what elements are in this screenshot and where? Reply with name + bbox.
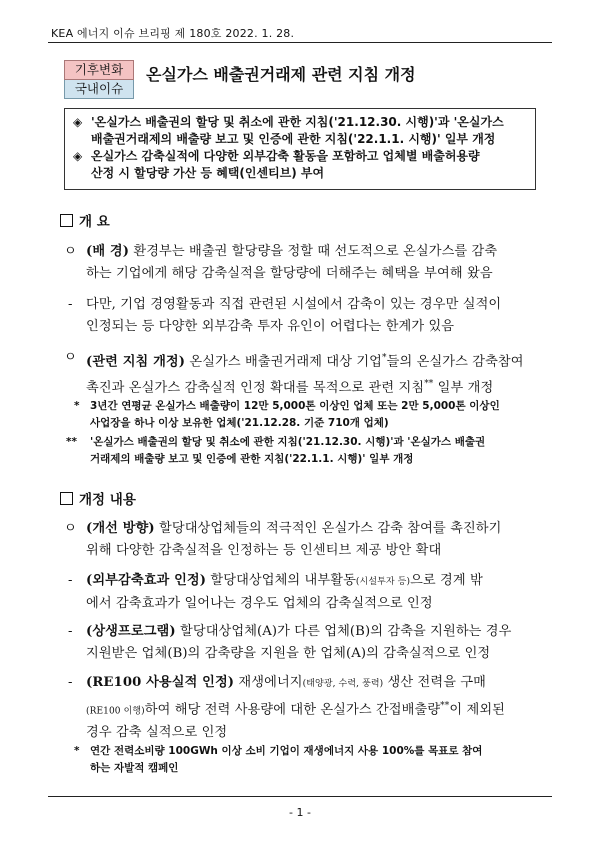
changes-win-win-program: - (상생프로그램) 할당대상업체(A)가 다른 업체(B)의 감축을 지원하는 경우 지원받은 업체(B)의 감축량을 지원을 한 업체(A)의 감축실적으로 인정 <box>68 621 576 665</box>
para-label: (외부감축효과 인정) <box>86 573 207 588</box>
para-label: (관련 지침 개정) <box>86 354 186 370</box>
changes-re100: - (RE100 사용실적 인정) 재생에너지(태양광, 수력, 풍력) 생산 전력을 구매 (RE100 이행)하여 해당 전력 사용량에 대한 온실가스 간접배출량**이 제외된 경우 감축 실적으로 인정 <box>68 672 576 744</box>
summary-line: '온실가스 배출권의 할당 및 취소에 관한 지침('21.12.30. 시행)'과 '온실가스 <box>91 115 504 129</box>
page-title: 온실가스 배출권거래제 관련 지침 개정 <box>146 65 416 84</box>
overview-background: ㅇ (배 경) 환경부는 배출권 할당량을 정할 때 선도적으로 온실가스를 감축 하는 기업에게 해당 감축실적을 할당량에 더해주는 혜택을 부여해 왔음 <box>64 241 576 285</box>
dash-bullet: - <box>68 624 73 639</box>
summary-line: 산정 시 할당량 가산 등 혜택(인센티브) 부여 <box>91 166 325 180</box>
section-heading-overview: 개 요 <box>60 210 110 230</box>
footer-divider <box>48 796 552 797</box>
diamond-bullet-icon: ◈ <box>73 115 83 129</box>
para-label: (배 경) <box>86 244 130 259</box>
dash-bullet: - <box>68 675 73 690</box>
circle-bullet-icon: ㅇ <box>64 521 77 536</box>
overview-revision: ㅇ (관련 지침 개정) 온실가스 배출권거래제 대상 기업*들의 온실가스 감축참여 촉진과 온실가스 감축실적 인정 확대를 목적으로 관련 지침** 일부 개정 <box>64 347 576 400</box>
circle-bullet-icon: ㅇ <box>64 244 77 259</box>
summary-item <box>73 148 527 182</box>
para-label: (개선 방향) <box>86 521 155 536</box>
footnote-guidelines: ** '온실가스 배출권의 할당 및 취소에 관한 지침('21.12.30. 시행)'과 '온실가스 배출권 거래제의 배출량 보고 및 인증에 관한 지침('22.1.1. 시행)' 일부 개정 <box>66 436 486 465</box>
summary-line: 온실가스 감축실적에 다양한 외부감축 활동을 포함하고 업체별 배출허용량 <box>91 149 480 163</box>
footnote-re100: * 연간 전력소비량 100GWh 이상 소비 기업이 재생에너지 사용 100%를 목표로 참여 하는 자발적 캠페인 <box>74 745 483 774</box>
circle-bullet-icon: ㅇ <box>64 350 77 365</box>
header-divider <box>48 42 552 43</box>
para-label: (상생프로그램) <box>86 624 176 639</box>
checkbox-square-icon <box>60 492 73 505</box>
summary-line: 배출권거래제의 배출량 보고 및 인증에 관한 지침('22.1.1. 시행)' 일부 개정 <box>91 132 496 146</box>
page-number: - 1 - <box>289 806 311 819</box>
dash-bullet: - <box>68 297 73 312</box>
overview-limitation: - 다만, 기업 경영활동과 직접 관련된 시설에서 감축이 있는 경우만 실적이 인정되는 등 다양한 외부감축 투자 유인이 어렵다는 한계가 있음 <box>68 294 576 338</box>
section-heading-changes: 개정 내용 <box>60 488 136 508</box>
footnote-target-companies: * 3년간 연평균 온실가스 배출량이 12만 5,000톤 이상인 업체 또는 2만 5,000톤 이상인 사업장을 하나 이상 보유한 업체('21.12.28. 기준 710개 업체) <box>74 400 500 429</box>
summary-box <box>64 108 536 190</box>
category-climate: 기후변화 <box>64 60 134 80</box>
category-domestic: 국내이슈 <box>64 80 134 99</box>
dash-bullet: - <box>68 573 73 588</box>
changes-direction: ㅇ (개선 방향) 할당대상업체들의 적극적인 온실가스 감축 참여를 촉진하기 위해 다양한 감축실적을 인정하는 등 인센티브 제공 방안 확대 <box>64 518 576 562</box>
diamond-bullet-icon: ◈ <box>73 149 83 163</box>
summary-item <box>73 114 527 148</box>
para-label: (RE100 사용실적 인정) <box>86 675 235 690</box>
category-badge <box>64 60 134 99</box>
changes-external-reduction: - (외부감축효과 인정) 할당대상업체의 내부활동(시설투자 등)으로 경계 밖 에서 감축효과가 일어나는 경우도 업체의 감축실적으로 인정 <box>68 570 576 615</box>
document-header: KEA 에너지 이슈 브리핑 제 180호 2022. 1. 28. <box>51 27 295 40</box>
checkbox-square-icon <box>60 214 73 227</box>
